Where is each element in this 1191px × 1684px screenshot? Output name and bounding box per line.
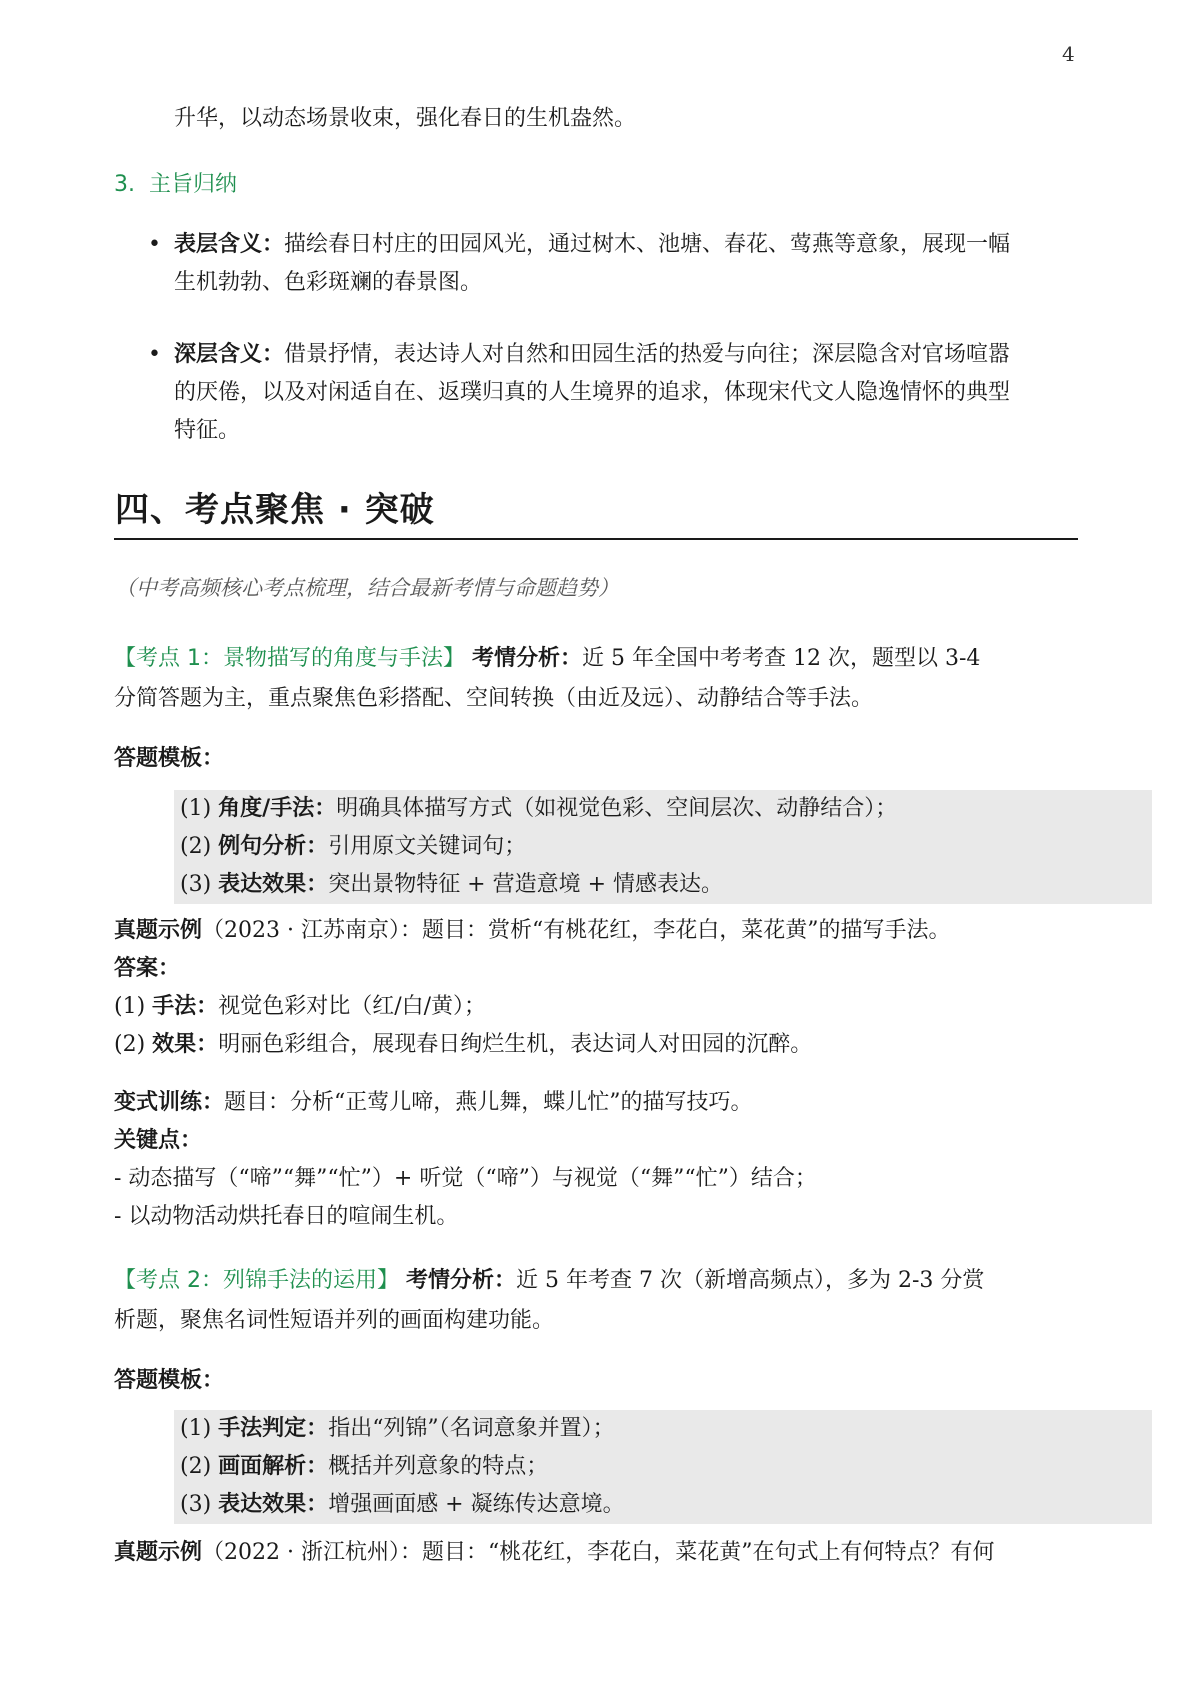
bullet-surface-text: 描绘春日村庄的田园风光，通过树木、池塘、春花、莺燕等意象，展现一幅: [284, 232, 1011, 257]
point2-example-text: （2022 · 浙江杭州）：题目：“桃花红，李花白，菜花黄”在句式上有何特点？有何: [202, 1540, 995, 1565]
item-text: 明确具体描写方式（如视觉色彩、空间层次、动静结合）；: [336, 796, 898, 821]
point2-template-item: [174, 1486, 1152, 1524]
chapter-title: 四、考点聚焦 · 突破: [115, 490, 435, 530]
bullet-surface-line2: 生机勃勃、色彩斑斓的春景图。: [174, 270, 483, 295]
section3-title: 主旨归纳: [149, 172, 238, 197]
page-number: 4: [1062, 42, 1075, 66]
point1-header: [114, 640, 980, 678]
bullet-surface-line1: [174, 226, 1010, 264]
item-number: (2): [114, 1032, 146, 1057]
point1-template-box: [174, 790, 1152, 904]
point2-template-item: [174, 1410, 1152, 1448]
point1-answer-label: 答案：: [114, 956, 181, 981]
item-number: (1): [114, 994, 146, 1019]
item-text: 突出景物特征 + 营造意境 + 情感表达。: [328, 872, 724, 897]
item-text: 明丽色彩组合，展现春日绚烂生机，表达词人对田园的沉醉。: [218, 1032, 813, 1057]
item-number: (3): [180, 1492, 212, 1517]
section3-heading: [114, 166, 237, 204]
point1-variant: [114, 1084, 753, 1122]
bullet-deep-line3: 特征。: [174, 418, 241, 443]
chapter-note: （中考高频核心考点梳理，结合最新考情与命题趋势）: [115, 576, 619, 600]
point1-answer-item: [114, 988, 486, 1026]
item-number: (1): [180, 1416, 212, 1441]
bullet-deep-label: 深层含义：: [174, 342, 285, 367]
point1-example-label: 真题示例: [114, 918, 203, 943]
point2-tag: 【考点 2：列锦手法的运用】: [114, 1268, 399, 1293]
bullet-deep-line1: [174, 336, 1010, 374]
item-text: 概括并列意象的特点；: [328, 1454, 549, 1479]
point1-analysis-label: 考情分析：: [472, 646, 583, 671]
point1-variant-text: 题目：分析“正莺儿啼，燕儿舞，蝶儿忙”的描写技巧。: [224, 1090, 753, 1115]
point2-example-label: 真题示例: [114, 1540, 203, 1565]
section3-number: 3.: [114, 172, 135, 197]
point1-template-item: [174, 790, 1152, 828]
point1-template-item: [174, 828, 1152, 866]
point1-key-point: - 以动物活动烘托春日的喧闹生机。: [114, 1204, 459, 1229]
bullet-dot-icon: •: [148, 342, 161, 367]
item-number: (2): [180, 834, 212, 859]
point2-example: [114, 1534, 994, 1572]
item-text: 引用原文关键词句；: [328, 834, 527, 859]
item-label: 表达效果：: [218, 872, 329, 897]
point1-template-label: 答题模板：: [114, 746, 225, 771]
item-number: (3): [180, 872, 212, 897]
item-label: 角度/手法：: [218, 796, 337, 821]
bullet-surface-label: 表层含义：: [174, 232, 285, 257]
item-text: 视觉色彩对比（红/白/黄）；: [218, 994, 487, 1019]
point2-analysis-text: 近 5 年考查 7 次（新增高频点），多为 2-3 分赏: [516, 1268, 985, 1293]
item-text: 增强画面感 + 凝练传达意境。: [328, 1492, 625, 1517]
bullet-dot-icon: •: [148, 232, 161, 257]
point1-answer-item: [114, 1026, 812, 1064]
point1-analysis-line2: 分简答题为主，重点聚焦色彩搭配、空间转换（由近及远）、动静结合等手法。: [114, 686, 874, 711]
point2-header: [114, 1262, 984, 1300]
point1-key-point: - 动态描写（“啼”“舞”“忙”）+ 听觉（“啼”）与视觉（“舞”“忙”）结合；: [114, 1166, 817, 1191]
intro-continuation: 升华，以动态场景收束，强化春日的生机盎然。: [174, 106, 637, 131]
point2-template-item: [174, 1448, 1152, 1486]
point2-analysis-line2: 析题，聚焦名词性短语并列的画面构建功能。: [114, 1308, 555, 1333]
item-label: 效果：: [152, 1032, 219, 1057]
point1-example: [114, 912, 950, 950]
item-label: 例句分析：: [218, 834, 329, 859]
point2-template-box: [174, 1410, 1152, 1524]
item-label: 手法：: [152, 994, 219, 1019]
point2-template-label: 答题模板：: [114, 1368, 225, 1393]
bullet-deep-line2: 的厌倦，以及对闲适自在、返璞归真的人生境界的追求，体现宋代文人隐逸情怀的典型: [174, 380, 1011, 405]
point1-variant-label: 变式训练：: [114, 1090, 225, 1115]
point2-analysis-label: 考情分析：: [406, 1268, 517, 1293]
chapter-divider: [114, 538, 1078, 540]
point1-key-label: 关键点：: [114, 1128, 203, 1153]
item-label: 手法判定：: [218, 1416, 329, 1441]
item-number: (2): [180, 1454, 212, 1479]
item-label: 画面解析：: [218, 1454, 329, 1479]
point1-example-text: （2023 · 江苏南京）：题目：赏析“有桃花红，李花白，菜花黄”的描写手法。: [202, 918, 951, 943]
point1-analysis-text: 近 5 年全国中考考查 12 次，题型以 3-4: [582, 646, 981, 671]
point1-template-item: [174, 866, 1152, 904]
item-label: 表达效果：: [218, 1492, 329, 1517]
item-number: (1): [180, 796, 212, 821]
point1-tag: 【考点 1：景物描写的角度与手法】: [114, 646, 465, 671]
bullet-deep-text: 借景抒情，表达诗人对自然和田园生活的热爱与向往；深层隐含对官场喧嚣: [284, 342, 1011, 367]
item-text: 指出“列锦”（名词意象并置）；: [328, 1416, 615, 1441]
